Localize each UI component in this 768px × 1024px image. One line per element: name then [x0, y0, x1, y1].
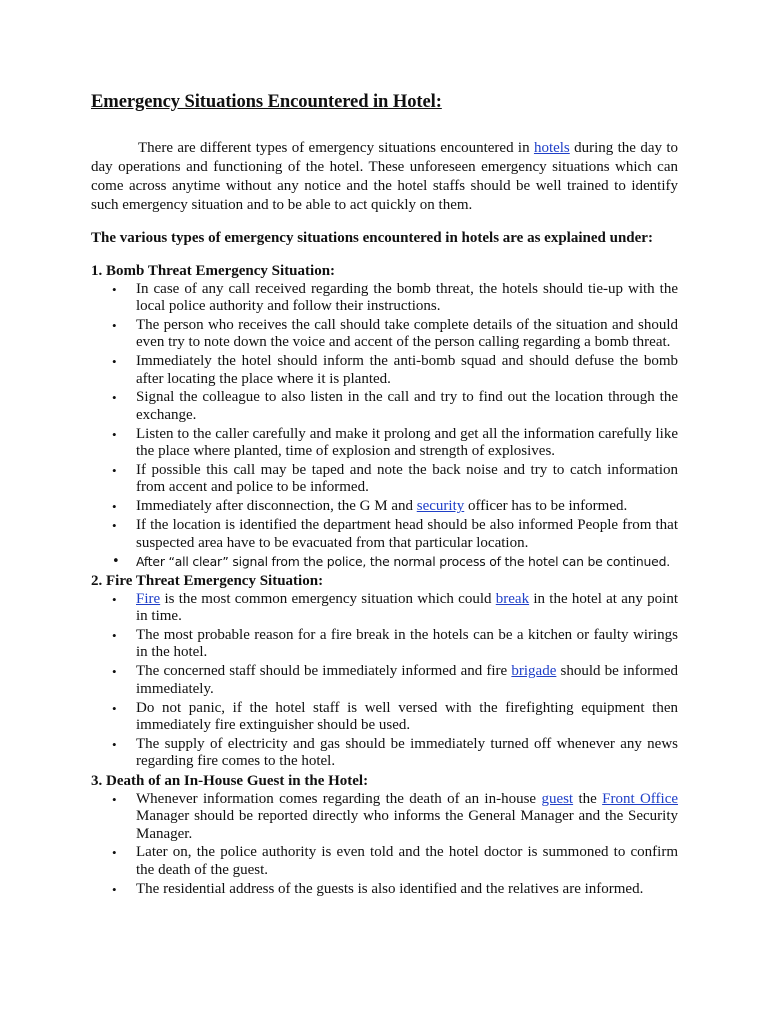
bullet-icon: •	[112, 390, 117, 406]
text-run: in the hotel at any point in time.	[136, 590, 678, 625]
bullet-icon: •	[112, 700, 117, 716]
text-run: In case of any call received regarding the bomb threat, the hotels should tie-up with the local police authority and follow their instructions.	[136, 280, 678, 314]
text-run: Later on, the police authority is even told and the hotel doctor is summoned to confirm the death of the guest.	[136, 844, 678, 878]
inline-link[interactable]: security	[416, 498, 465, 515]
text-run: Listen to the caller carefully and make it prolong and get all the information carefully like the place where planted, time of explosion and strength of explosives.	[136, 425, 678, 460]
list-item	[91, 736, 678, 771]
list-item	[91, 317, 678, 352]
list-item	[91, 517, 678, 552]
section-heading: 2. Fire Threat Emergency Situation:	[91, 573, 324, 590]
bullet-icon: •	[112, 791, 117, 807]
inline-link[interactable]: hotels	[533, 140, 570, 156]
text-run: The supply of electricity and gas should be immediately turned off whenever any news regarding fire comes to the hotel.	[136, 735, 678, 770]
text-run: the	[573, 790, 603, 807]
bullet-icon: •	[112, 518, 117, 534]
text-run: Do not panic, if the hotel staff is well versed with the firefighting equipment then immediately fire extinguisher should be used.	[136, 699, 678, 734]
text-run: If the location is identified the department head should be also informed People from that suspected area have to be evacuated from that particular location.	[136, 517, 678, 551]
text-run: After “all clear” signal from the police, the normal process of the hotel can be continued.	[136, 554, 670, 570]
list-item	[91, 462, 678, 497]
bullet-icon: •	[112, 881, 117, 897]
document-content	[91, 91, 678, 900]
bullet-icon: •	[112, 426, 117, 442]
list-item	[91, 663, 678, 698]
text-run: during the day to day operations and functioning of the hotel. These unforeseen emergency situations which can come across anytime without any notice and the hotel staffs should be well trained to identify such emergency situation and to be able to act quickly on them.	[91, 140, 678, 213]
text-run: should be informed immediately.	[136, 663, 678, 697]
text-run: is the most common emergency situation which could	[160, 590, 496, 607]
bullet-list	[91, 791, 678, 899]
text-run: Immediately after disconnection, the G M and	[136, 498, 417, 515]
bullet-icon: •	[112, 317, 117, 333]
inline-link[interactable]: Fire	[136, 590, 161, 607]
text-run: There are different types of emergency situations encountered in	[138, 140, 534, 156]
bullet-list	[91, 281, 678, 571]
list-item	[91, 353, 678, 388]
bullet-list	[91, 591, 678, 771]
list-item	[91, 498, 678, 516]
bullet-icon: •	[112, 554, 120, 570]
list-item	[91, 281, 678, 316]
inline-link[interactable]: brigade	[511, 663, 557, 680]
bullet-icon: •	[112, 627, 117, 643]
list-item	[91, 553, 678, 571]
inline-link[interactable]: break	[495, 590, 530, 607]
section-heading: 3. Death of an In-House Guest in the Hotel:	[91, 773, 369, 790]
list-item	[91, 700, 678, 735]
inline-link[interactable]: Front Office	[602, 790, 679, 807]
text-run: The person who receives the call should take complete details of the situation and should even try to note down the voice and accent of the person calling regarding a bomb threat.	[136, 316, 678, 351]
section-heading: 1. Bomb Threat Emergency Situation:	[91, 263, 336, 279]
list-item	[91, 426, 678, 461]
text-run: The residential address of the guests is also identified and the relatives are informed.	[136, 880, 644, 897]
text-run: officer has to be informed.	[464, 498, 628, 515]
bullet-icon: •	[112, 736, 117, 752]
bullet-icon: •	[112, 354, 117, 370]
text-run: Immediately the hotel should inform the anti-bomb squad and should defuse the bomb after locating the place where it is planted.	[136, 353, 678, 387]
text-run: The concerned staff should be immediately informed and fire	[136, 663, 512, 680]
bullet-icon: •	[112, 499, 117, 515]
list-item	[91, 591, 678, 626]
list-item	[91, 881, 678, 899]
bullet-icon: •	[112, 664, 117, 680]
bullet-icon: •	[112, 462, 117, 478]
list-item	[91, 389, 678, 424]
bullet-icon: •	[112, 845, 117, 861]
text-run: Whenever information comes regarding the death of an in-house	[136, 790, 542, 807]
document-title: Emergency Situations Encountered in Hotel:	[91, 91, 442, 112]
list-item	[91, 844, 678, 879]
bullet-icon: •	[112, 281, 117, 297]
text-run: Manager should be reported directly who informs the General Manager and the Security Manager.	[136, 808, 678, 842]
text-run: The most probable reason for a fire break in the hotels can be a kitchen or faulty wirings in the hotel.	[136, 626, 678, 661]
inline-link[interactable]: guest	[541, 790, 574, 807]
list-item	[91, 627, 678, 662]
intro-paragraph	[91, 139, 678, 215]
text-run: Signal the colleague to also listen in the call and try to find out the location through the exchange.	[136, 389, 678, 423]
lead-sentence: The various types of emergency situations encountered in hotels are as explained under:	[91, 230, 653, 246]
text-run: If possible this call may be taped and note the back noise and try to catch information from accent and police to be informed.	[136, 461, 678, 496]
list-item	[91, 791, 678, 844]
bullet-icon: •	[112, 591, 117, 607]
sections-container	[91, 262, 678, 898]
